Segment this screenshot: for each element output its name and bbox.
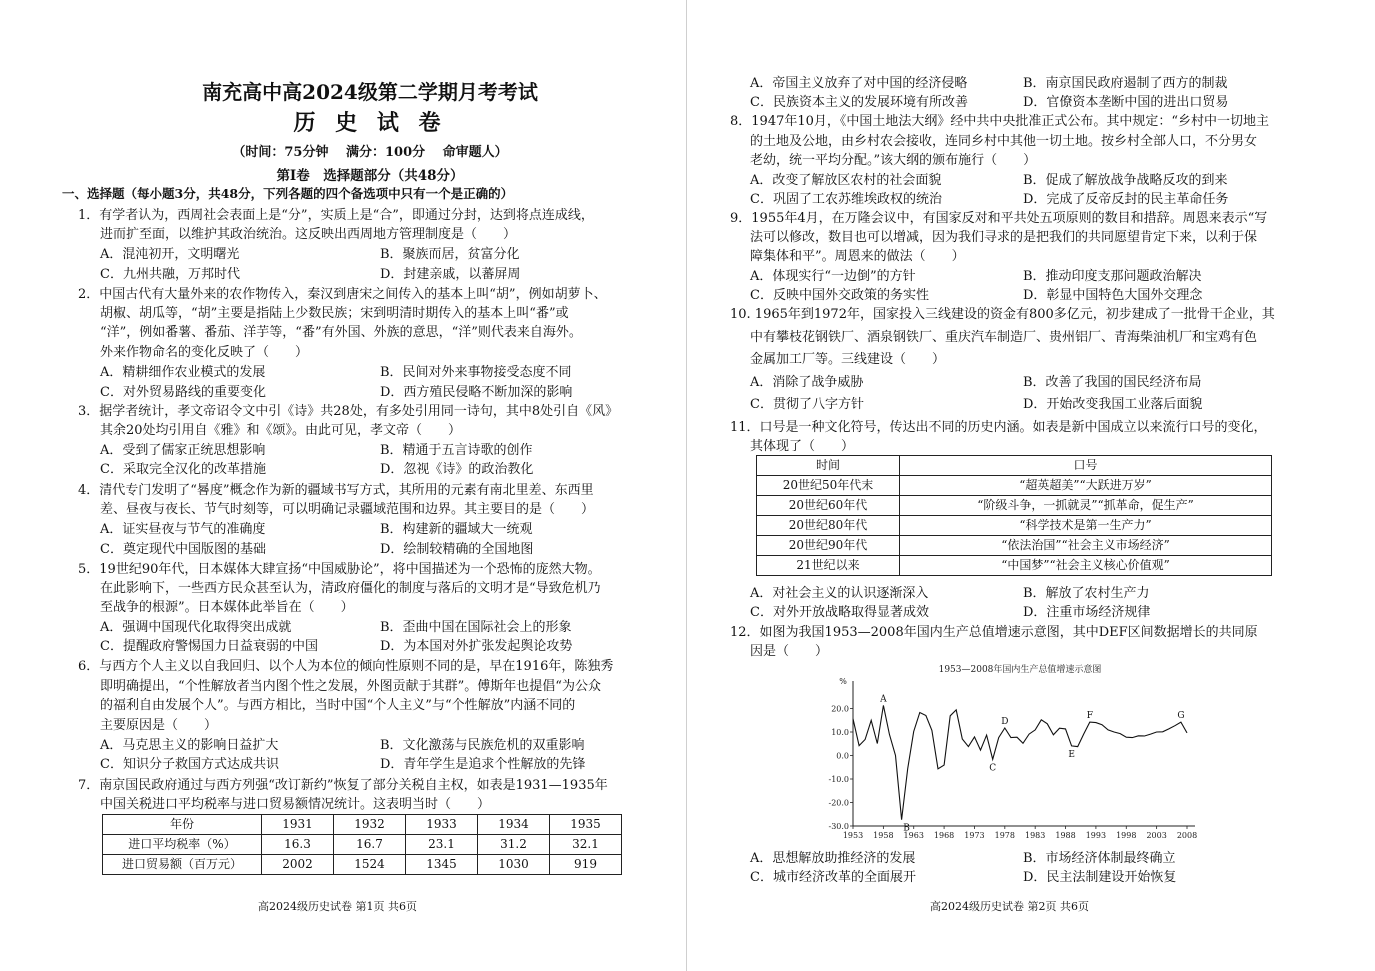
- option-b[interactable]: B．推动印度支那问题政治解决: [1023, 269, 1202, 284]
- option-b[interactable]: B．构建新的疆域大一统观: [380, 522, 533, 537]
- option-d[interactable]: D．官僚资本垄断中国的进出口贸易: [1023, 95, 1229, 110]
- x-tick-label: 1958: [873, 831, 894, 840]
- option-a[interactable]: A．受到了儒家正统思想影响: [100, 443, 266, 458]
- option-c[interactable]: C．城市经济改革的全面展开: [750, 870, 916, 885]
- option-b[interactable]: B．精通于五言诗歌的创作: [380, 443, 533, 458]
- x-tick-label: 1953: [842, 831, 864, 840]
- x-tick-label: 1988: [1055, 831, 1076, 840]
- page-footer: 高2024级历史试卷 第2页 共6页: [930, 900, 1089, 913]
- option-b[interactable]: B．市场经济体制最终确立: [1023, 851, 1176, 866]
- exam-meta: （时间：75分钟 满分：100分 命审题人）: [232, 145, 508, 160]
- x-tick-label: 1983: [1025, 831, 1046, 840]
- page-divider: [686, 0, 687, 971]
- point-label-e: E: [1068, 749, 1075, 760]
- option-c[interactable]: C．巩固了工农苏维埃政权的统治: [750, 192, 942, 207]
- option-c[interactable]: C．对外开放战略取得显著成效: [750, 605, 929, 620]
- table-row: 20世纪80年代 “科学技术是第一生产力”: [757, 516, 1272, 536]
- point-label-a: A: [880, 694, 887, 705]
- x-tick-label: 1978: [994, 831, 1015, 840]
- exam-subject: 历 史 试 卷: [293, 110, 447, 136]
- option-a[interactable]: A．体现实行“一边倒”的方针: [750, 269, 916, 284]
- table-row: 20世纪60年代 “阶级斗争，一抓就灵”“抓革命，促生产”: [757, 496, 1272, 516]
- x-tick-label: 1973: [964, 831, 985, 840]
- y-tick-label: 20.0: [831, 704, 849, 714]
- instructions: 一、选择题（每小题3分，共48分，下列各题的四个备选项中只有一个是正确的）: [62, 186, 514, 201]
- exam-title: 南充高中高2024级第二学期月考考试: [202, 80, 538, 104]
- option-a[interactable]: A．混沌初开，文明曙光: [100, 247, 240, 262]
- x-tick-label: 1993: [1085, 831, 1107, 840]
- table-row: 进口平均税率（%） 16.3 16.7 23.1 31.2 32.1: [103, 835, 622, 855]
- option-a[interactable]: A．马克思主义的影响日益扩大: [100, 738, 279, 753]
- tariff-table: [102, 814, 622, 875]
- point-label-c: C: [989, 763, 997, 774]
- x-tick-label: 2008: [1176, 831, 1198, 840]
- section-title: 第Ⅰ卷 选择题部分（共48分）: [276, 168, 464, 184]
- y-tick-label: -30.0: [828, 822, 849, 831]
- y-tick-label: 10.0: [831, 728, 849, 737]
- option-a[interactable]: A．对社会主义的认识逐渐深入: [750, 586, 929, 601]
- option-b[interactable]: B．民间对外来事物接受态度不同: [380, 365, 572, 380]
- table-row: 21世纪以来 “中国梦”“社会主义核心价值观”: [757, 556, 1272, 576]
- option-b[interactable]: B．促成了解放战争战略反攻的到来: [1023, 173, 1228, 188]
- y-tick-label: -20.0: [828, 798, 849, 808]
- option-c[interactable]: C．反映中国外交政策的务实性: [750, 288, 929, 303]
- option-c[interactable]: C．贯彻了八字方针: [750, 397, 864, 412]
- point-label-d: D: [1001, 717, 1009, 728]
- gdp-growth-chart: [815, 660, 1215, 842]
- x-tick-label: 2003: [1146, 831, 1167, 840]
- option-c[interactable]: C．民族资本主义的发展环境有所改善: [750, 95, 968, 110]
- x-tick-label: 1968: [933, 831, 955, 840]
- option-c[interactable]: C．九州共融，万邦时代: [100, 267, 240, 282]
- option-a[interactable]: A．证实昼夜与节气的准确度: [100, 522, 266, 537]
- table-row: 进口贸易额（百万元） 2002 1524 1345 1030 919: [103, 855, 622, 875]
- x-tick-label: 1963: [903, 831, 924, 840]
- option-a[interactable]: A．消除了战争威胁: [750, 375, 864, 390]
- option-b[interactable]: B．文化激荡与民族危机的双重影响: [380, 738, 585, 753]
- slogan-table: [756, 455, 1272, 576]
- option-b[interactable]: B．南京国民政府遏制了西方的制裁: [1023, 76, 1228, 91]
- option-b[interactable]: B．歪曲中国在国际社会上的形象: [380, 620, 572, 635]
- option-a[interactable]: A．强调中国现代化取得突出成就: [100, 620, 292, 635]
- table-row: 20世纪90年代 “依法治国”“社会主义市场经济”: [757, 536, 1272, 556]
- page-footer: 高2024级历史试卷 第1页 共6页: [258, 900, 417, 913]
- option-d[interactable]: D．封建亲戚，以蕃屏周: [380, 267, 521, 282]
- chart-title: 1953—2008年国内生产总值增速示意图: [938, 665, 1102, 675]
- table-header-row: 年份 1931 1932 1933 1934 1935: [103, 815, 622, 835]
- option-d[interactable]: D．民主法制建设开始恢复: [1023, 870, 1177, 885]
- option-d[interactable]: D．青年学生是追求个性解放的先锋: [380, 757, 586, 772]
- option-d[interactable]: D．开始改变我国工业落后面貌: [1023, 397, 1203, 412]
- option-d[interactable]: D．为本国对外扩张发起舆论攻势: [380, 639, 573, 654]
- table-header-row: 时间 口号: [757, 456, 1272, 476]
- option-c[interactable]: C．采取完全汉化的改革措施: [100, 462, 266, 477]
- point-label-g: G: [1177, 711, 1185, 722]
- table-row: 20世纪50年代末 “超英超美”“大跃进万岁”: [757, 476, 1272, 496]
- y-axis-unit: %: [839, 677, 847, 686]
- y-tick-label: -10.0: [828, 775, 849, 784]
- option-c[interactable]: C．知识分子救国方式达成共识: [100, 757, 279, 772]
- x-tick-label: 1998: [1116, 831, 1137, 840]
- gdp-growth-line: [853, 705, 1187, 819]
- option-c[interactable]: C．奠定现代中国版图的基础: [100, 542, 266, 557]
- option-d[interactable]: D．彰显中国特色大国外交理念: [1023, 288, 1203, 303]
- option-a[interactable]: A．精耕细作农业模式的发展: [100, 365, 266, 380]
- option-a[interactable]: A．思想解放助推经济的发展: [750, 851, 916, 866]
- option-d[interactable]: D．西方殖民侵略不断加深的影响: [380, 385, 573, 400]
- point-label-f: F: [1086, 711, 1093, 722]
- y-tick-label: 0.0: [836, 751, 849, 761]
- option-a[interactable]: A．改变了解放区农村的社会面貌: [750, 173, 942, 188]
- option-d[interactable]: D．完成了反帝反封的民主革命任务: [1023, 192, 1229, 207]
- option-d[interactable]: D．注重市场经济规律: [1023, 605, 1151, 620]
- option-c[interactable]: C．对外贸易路线的重要变化: [100, 385, 266, 400]
- option-d[interactable]: D．绘制较精确的全国地图: [380, 542, 534, 557]
- point-label-b: B: [903, 823, 910, 834]
- option-d[interactable]: D．忽视《诗》的政治教化: [380, 462, 534, 477]
- option-b[interactable]: B．解放了农村生产力: [1023, 586, 1150, 601]
- option-b[interactable]: B．改善了我国的国民经济布局: [1023, 375, 1202, 390]
- option-b[interactable]: B．聚族而居，贫富分化: [380, 247, 520, 262]
- option-c[interactable]: C．提醒政府警惕国力日益衰弱的中国: [100, 639, 318, 654]
- option-a[interactable]: A．帝国主义放弃了对中国的经济侵略: [750, 76, 968, 91]
